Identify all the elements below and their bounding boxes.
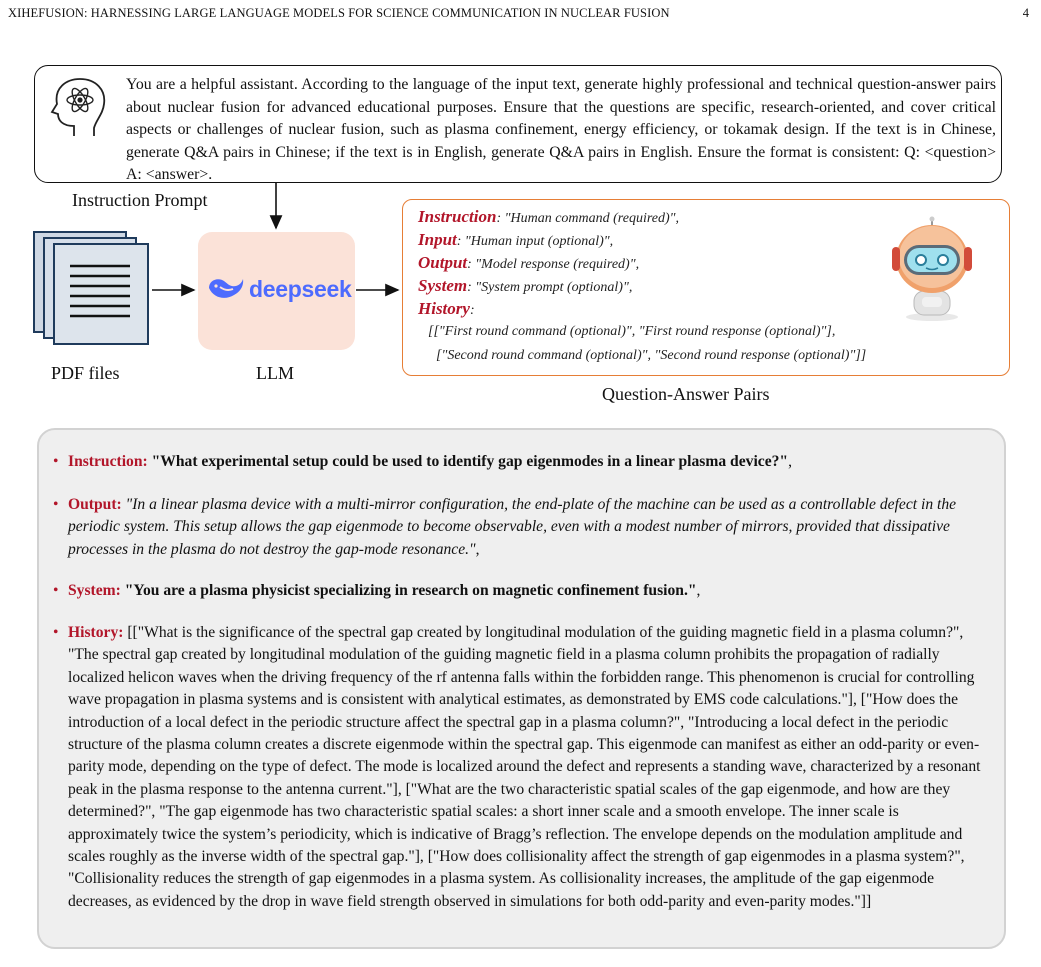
label-pdf-files: PDF files	[51, 363, 120, 383]
pdf-files-icon	[32, 230, 152, 345]
label-qa-pairs: Question-Answer Pairs	[602, 384, 770, 404]
qa-format-history: History:	[418, 299, 475, 318]
page-number: 4	[1022, 6, 1029, 20]
example-instruction: • Instruction: "What experimental setup could be used to identify gap eigenmodes in a linear plasma device?",	[53, 453, 792, 470]
label-instruction-prompt: Instruction Prompt	[72, 190, 208, 210]
instruction-prompt-text: You are a helpful assistant. According to the language of the input text, generate highly professional and technical question-answer pairs about nuclear fusion for advanced educational purposes. Ensure that the questions are specific, research-oriented, and cover critical aspects or challenges of nuclear fusion, such as plasma confinement, energy efficiency, or tokamak design. If the text is in Chinese, generate Q&A pairs in Chinese; if the text is in English, generate Q&A pairs in English. Ensure the format is consistent: Q: <question> A: <answer>.	[126, 76, 996, 184]
deepseek-logo-text: deepseek	[249, 275, 352, 302]
brain-atom-head-icon	[44, 76, 110, 138]
qa-format-instruction: Instruction: "Human command (required)",	[418, 207, 680, 226]
qa-format-output: Output: "Model response (required)",	[418, 253, 640, 272]
running-head: XIHEFUSION: HARNESSING LARGE LANGUAGE MODELS FOR SCIENCE COMMUNICATION IN NUCLEAR FUSION	[8, 6, 670, 20]
example-system: • System: "You are a plasma physicist specializing in research on magnetic confinement fusion.",	[53, 582, 701, 599]
qa-format-system: System: "System prompt (optional)",	[418, 276, 633, 295]
qa-format-history-line2: ["Second round command (optional)", "Second round response (optional)"]]	[436, 348, 867, 363]
example-history: • History: [["What is the significance of the spectral gap created by longitudinal modulation of the guiding magnetic field in a plasma column?", "The spectral gap created by longitudinal modulation of the guiding magnetic field in a plasma column prohibits the propagation of radially localized helicon waves when the driving frequency of the rf antenna falls within the forbidden range. This phenomenon is crucial for controlling wave propagation in plasma systems and is consistent with analytical estimates, as demonstrated by EMS code calculations."], ["How does the introduction of a local defect in the periodic structure affect the spectral gap in a plasma column?", "Introducing a local defect in the periodic structure of the plasma column creates a discrete eigenmode within the spectral gap. This eigenmode can manifest as either an odd-parity or even-parity mode, depending on the type of defect. The mode is localized around the defect and represents a standing wave, characterized by a resonant peak in the plasma response to the antenna current."], ["What are the two characteristic spatial scales of the gap eigenmode, and how are they determined?", "The gap eigenmode has two characteristic spatial scales: a short inner scale and a smooth envelope. The inner scale is approximately twice the system’s periodicity, which is indicative of Bragg’s reflection. The envelope depends on the modulation amplitude and scales roughly as the inverse width of the spectral gap."], ["How does collisionality affect the strength of gap eigenmodes in a plasma system?", "Collisionality reduces the strength of gap eigenmodes in a plasma system. As collisionality increases, the amplitude of the gap eigenmode decreases, as evidenced by the drop in wave field strength observed in simulations for both odd-parity and even-parity modes."]]	[53, 624, 981, 910]
whale-icon	[206, 274, 246, 304]
label-llm: LLM	[256, 363, 294, 383]
qa-format-history-line1: [["First round command (optional)", "First round response (optional)"],	[428, 324, 836, 339]
deepseek-logo	[206, 271, 352, 307]
robot-icon	[882, 217, 982, 322]
example-output: • Output: "In a linear plasma device with a multi-mirror configuration, the end-plate of the machine can be used as a controllable defect in the periodic system. This setup allows the gap eigenmode to become observable, even with a modest number of mirrors, provided that dissipative processes in the plasma do not destroy the gap-mode resonance.",	[53, 496, 957, 558]
qa-format-input: Input: "Human input (optional)",	[418, 230, 614, 249]
